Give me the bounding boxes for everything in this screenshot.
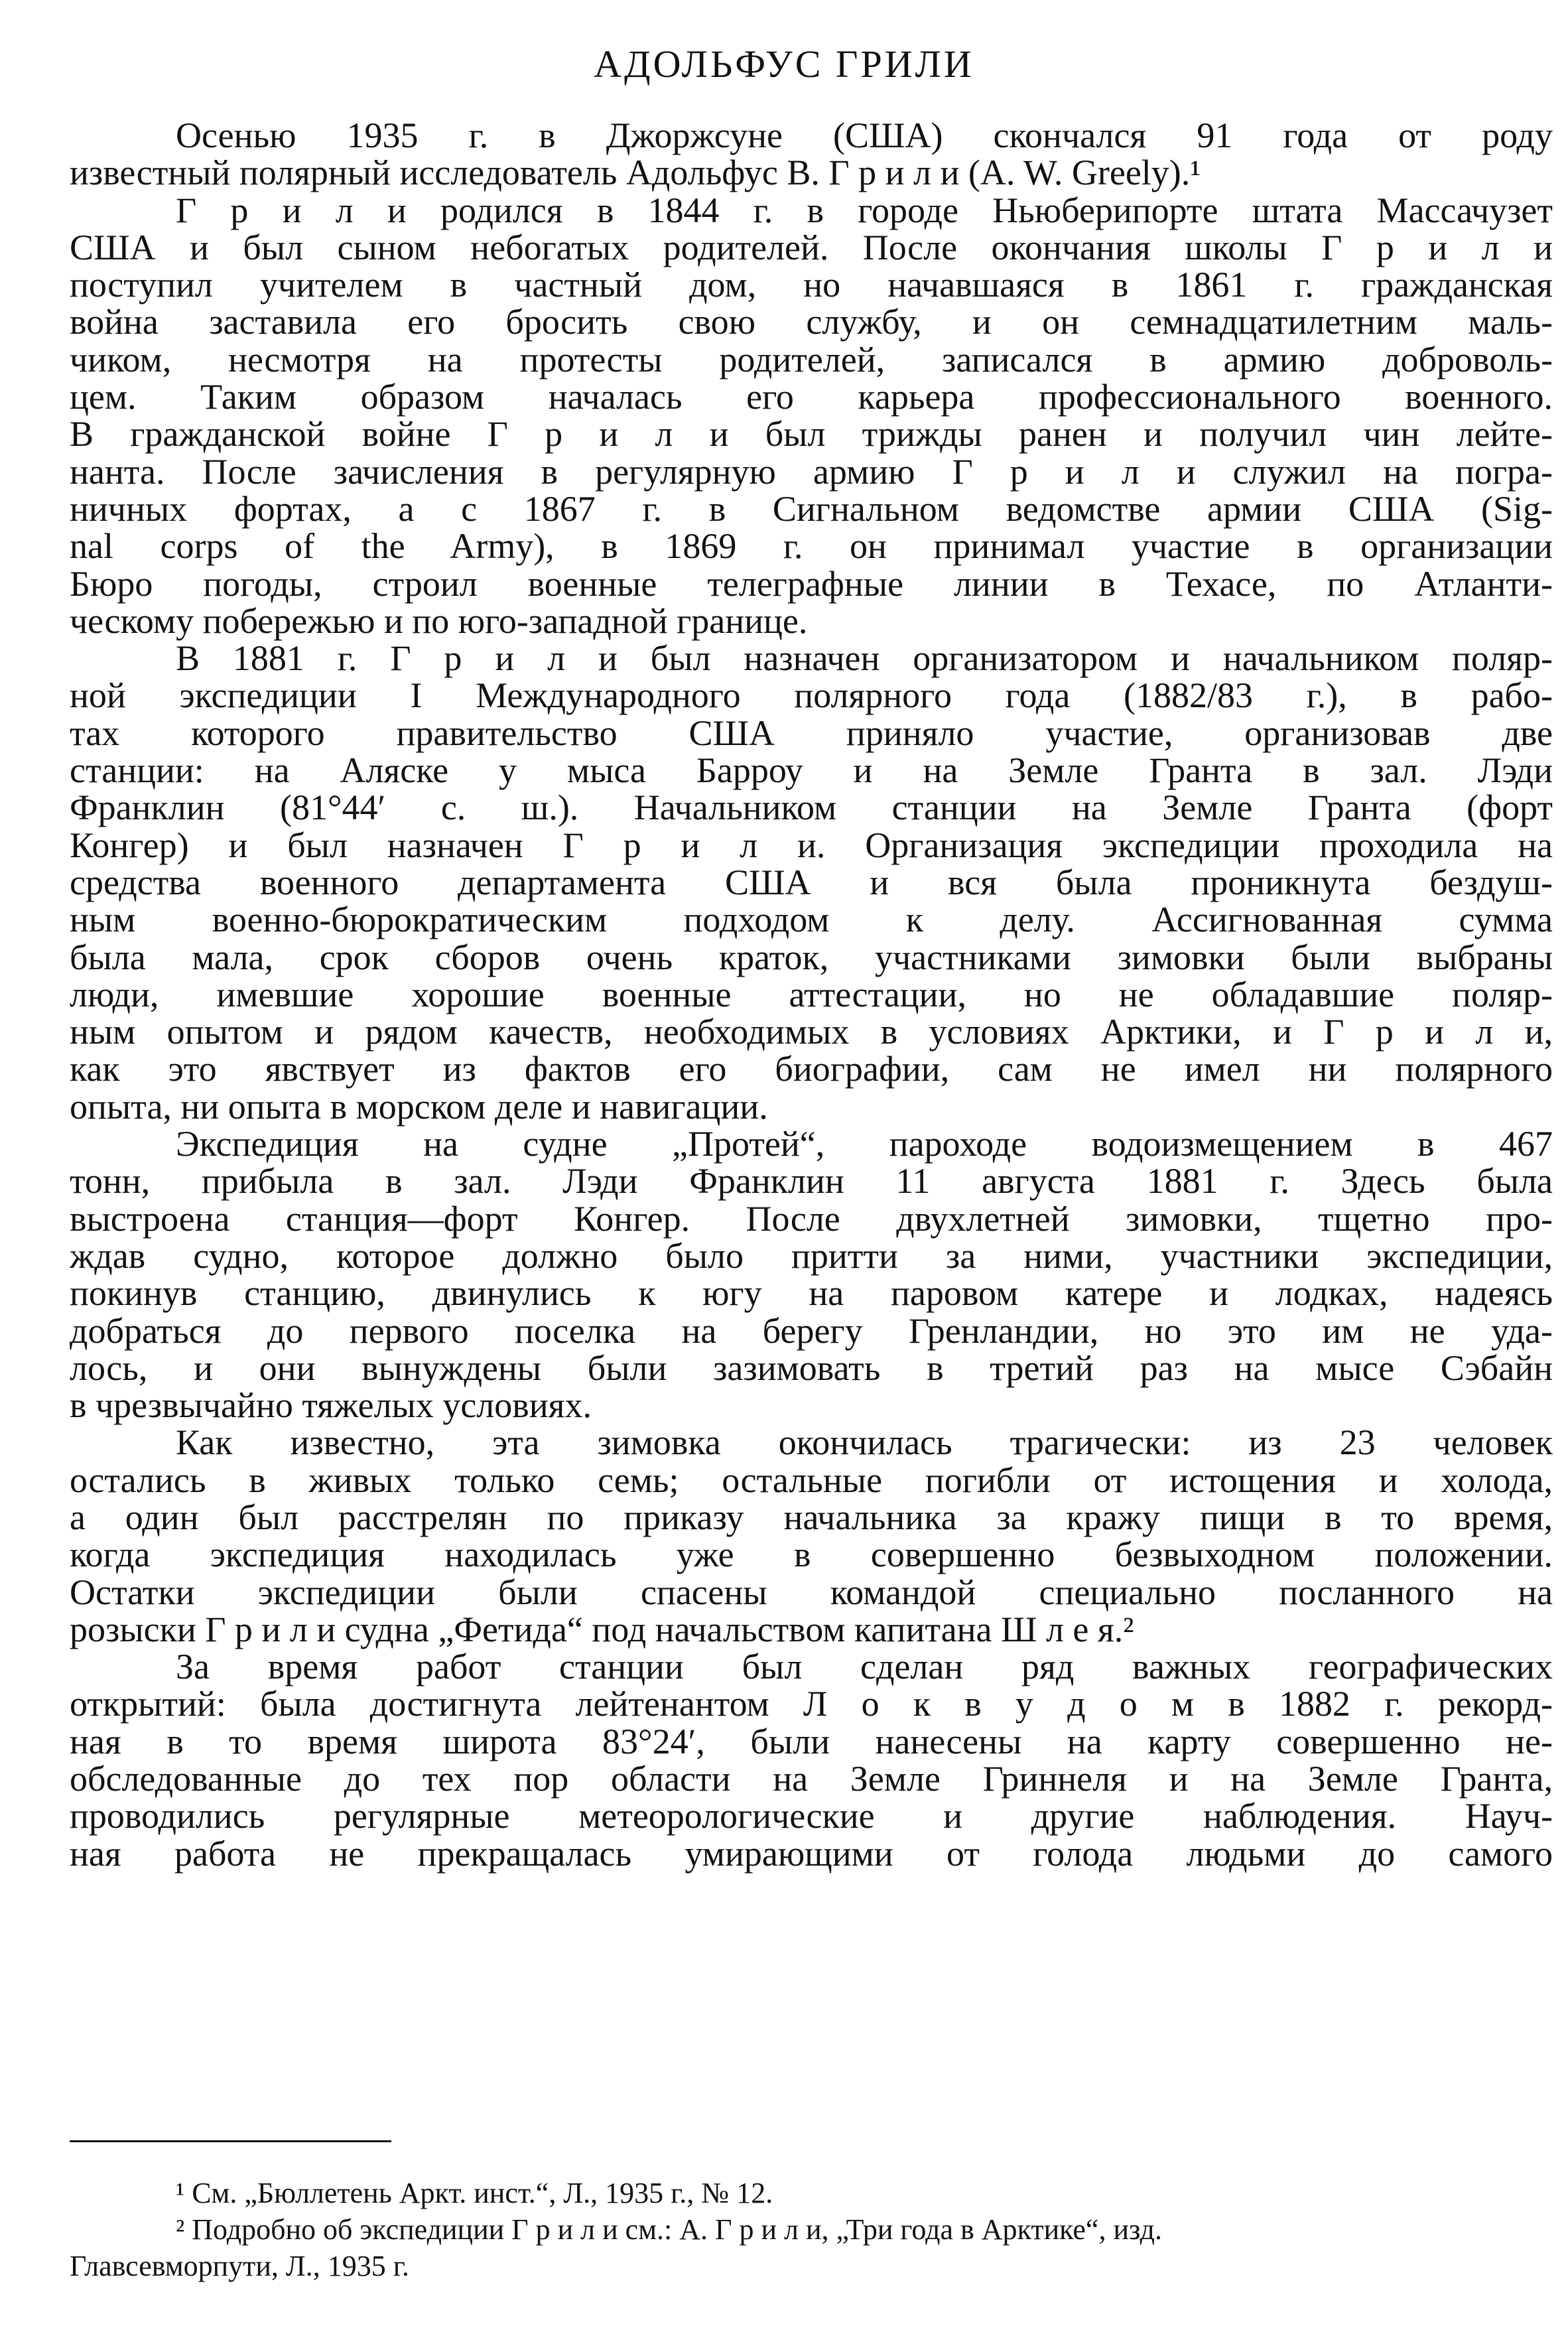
text-line: опыта, ни опыта в морском деле и навигации. xyxy=(70,1086,768,1127)
text-line: Осенью 1935 г. в Джоржсуне (США) скончался 91 года от роду xyxy=(176,115,1553,155)
text-line: ческому побережью и по юго-западной границе. xyxy=(70,600,808,641)
text-line: тах которого правительство США приняло участие, организовав две xyxy=(70,713,1553,753)
paragraph xyxy=(70,1125,1553,1424)
text-line: nal corps of the Army), в 1869 г. он принимал участие в организации xyxy=(70,526,1553,567)
text-line: лось, и они вынуждены были зазимовать в третий раз на мысе Сэбайн xyxy=(70,1347,1553,1388)
footnotes xyxy=(70,2175,1553,2284)
text-line: обследованные до тех пор области на Земле Гриннеля и на Земле Гранта, xyxy=(70,1759,1553,1799)
text-line: ной экспедиции I Международного полярного года (1882/83 г.), в рабо- xyxy=(70,675,1553,716)
text-line: проводились регулярные метеорологические и другие наблюдения. Науч- xyxy=(70,1796,1553,1836)
text-line: ным военно-бюрократическим подходом к делу. Ассигнованная сумма xyxy=(70,900,1553,940)
text-line: Франклин (81°44′ с. ш.). Начальником станции на Земле Гранта (форт xyxy=(70,788,1553,828)
text-line: добраться до первого поселка на берегу Гренландии, но это им не уда- xyxy=(70,1310,1553,1351)
text-line: Экспедиция на судне „Протей“, пароходе водоизмещением в 467 xyxy=(176,1124,1553,1164)
footnote-line: ¹ См. „Бюллетень Аркт. инст.“, Л., 1935 г., № 12. xyxy=(176,2177,773,2209)
text-line: покинув станцию, двинулись к югу на паровом катере и лодках, надеясь xyxy=(70,1273,1553,1314)
text-line: как это явствует из фактов его биографии, сам не имел ни полярного xyxy=(70,1049,1553,1089)
text-line: а один был расстрелян по приказу начальника за кражу пищи в то время, xyxy=(70,1497,1553,1537)
article-body xyxy=(70,117,1553,1872)
text-line: В 1881 г. Г р и л и был назначен организатором и начальником поляр- xyxy=(176,638,1553,679)
text-line: За время работ станции был сделан ряд важных географических xyxy=(176,1647,1553,1687)
paragraph xyxy=(70,640,1553,1125)
text-line: война заставила его бросить свою службу, и он семнадцатилетним маль- xyxy=(70,302,1553,342)
text-line: цем. Таким образом началась его карьера профессионального военного. xyxy=(70,377,1553,417)
page-title: АДОЛЬФУС ГРИЛИ xyxy=(594,42,974,86)
text-line: Остатки экспедиции были спасены командой специально посланного на xyxy=(70,1572,1553,1612)
text-line: Бюро погоды, строил военные телеграфные линии в Техасе, по Атланти- xyxy=(70,563,1553,604)
text-line: остались в живых только семь; остальные погибли от истощения и холода, xyxy=(70,1460,1553,1500)
text-line: ная в то время широта 83°24′, были нанесены на карту совершенно не- xyxy=(70,1721,1553,1761)
text-line: была мала, срок сборов очень краток, участниками зимовки были выбраны xyxy=(70,937,1553,977)
text-line: поступил учителем в частный дом, но начавшаяся в 1861 г. гражданская xyxy=(70,265,1553,305)
text-line: Г р и л и родился в 1844 г. в городе Ньюберипорте штата Массачузет xyxy=(176,190,1553,230)
text-line: люди, имевшие хорошие военные аттестации, но не обладавшие поляр- xyxy=(70,974,1553,1014)
text-line: известный полярный исследователь Адольфус В. Г р и л и (A. W. Greely).¹ xyxy=(70,153,1201,193)
text-line: ная работа не прекращалась умирающими от голода людьми до самого xyxy=(70,1833,1553,1874)
text-line: ным опытом и рядом качеств, необходимых в условиях Арктики, и Г р и л и, xyxy=(70,1012,1553,1052)
text-line: когда экспедиция находилась уже в совершенно безвыходном положении. xyxy=(70,1535,1553,1575)
footnote-line: ² Подробно об экспедиции Г р и л и см.: А. Г р и л и, „Три года в Арктике“, изд. xyxy=(176,2213,1162,2246)
footnote-divider xyxy=(70,2140,391,2142)
paragraph xyxy=(70,1648,1553,1872)
text-line: открытий: была достигнута лейтенантом Л о к в у д о м в 1882 г. рекорд- xyxy=(70,1684,1553,1724)
text-line: Как известно, эта зимовка окончилась трагически: из 23 человек xyxy=(176,1422,1553,1463)
paragraph xyxy=(70,1424,1553,1648)
text-line: средства военного департамента США и вся была проникнута бездуш- xyxy=(70,862,1553,902)
footnote-line: Главсевморпути, Л., 1935 г. xyxy=(70,2250,409,2282)
text-line: розыски Г р и л и судна „Фетида“ под начальством капитана Ш л е я.² xyxy=(70,1609,1134,1649)
text-line: Конгер) и был назначен Г р и л и. Организация экспедиции проходила на xyxy=(70,825,1553,865)
text-line: ждав судно, которое должно было притти за ними, участники экспедиции, xyxy=(70,1235,1553,1276)
paragraph xyxy=(70,192,1553,640)
text-line: выстроена станция—форт Конгер. После двухлетней зимовки, тщетно про- xyxy=(70,1198,1553,1239)
text-line: станции: на Аляске у мыса Барроу и на Земле Гранта в зал. Лэди xyxy=(70,750,1553,791)
text-line: чиком, несмотря на протесты родителей, записался в армию доброволь- xyxy=(70,339,1553,379)
text-line: в чрезвычайно тяжелых условиях. xyxy=(70,1385,592,1426)
text-line: США и был сыном небогатых родителей. После окончания школы Г р и л и xyxy=(70,227,1553,267)
text-line: В гражданской войне Г р и л и был трижды ранен и получил чин лейте- xyxy=(70,414,1553,454)
text-line: нанта. После зачисления в регулярную армию Г р и л и служил на погра- xyxy=(70,451,1553,492)
text-line: ничных фортах, а с 1867 г. в Сигнальном ведомстве армии США (Sig- xyxy=(70,488,1553,529)
paragraph xyxy=(70,117,1553,192)
text-line: тонн, прибыла в зал. Лэди Франклин 11 августа 1881 г. Здесь была xyxy=(70,1161,1553,1201)
